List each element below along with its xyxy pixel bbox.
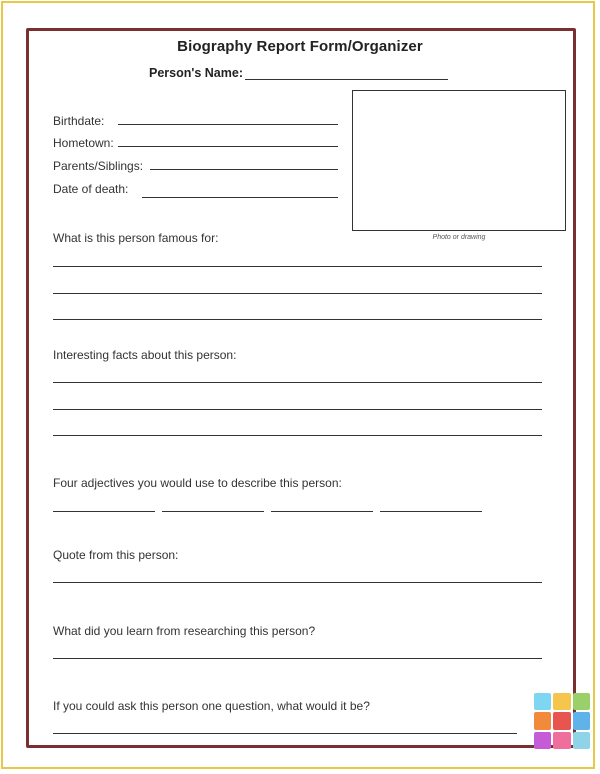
interesting-facts-line-2[interactable] (53, 409, 542, 410)
question-line[interactable] (53, 733, 517, 734)
interesting-facts-label: Interesting facts about this person: (53, 348, 237, 362)
photo-box[interactable] (352, 90, 566, 231)
interesting-facts-line-1[interactable] (53, 382, 542, 383)
hometown-label: Hometown: (53, 136, 114, 150)
famous-for-label: What is this person famous for: (53, 231, 219, 245)
hometown-line[interactable] (118, 146, 338, 147)
birthdate-line[interactable] (118, 124, 338, 125)
birthdate-label: Birthdate: (53, 114, 105, 128)
persons-name-line[interactable] (245, 79, 448, 80)
interesting-facts-line-3[interactable] (53, 435, 542, 436)
adjective-line-4[interactable] (380, 511, 482, 512)
adjective-line-1[interactable] (53, 511, 155, 512)
date-of-death-line[interactable] (142, 197, 338, 198)
famous-for-line-1[interactable] (53, 266, 542, 267)
quote-label: Quote from this person: (53, 548, 179, 562)
logo-tile-7 (534, 732, 551, 749)
parents-siblings-line[interactable] (150, 169, 338, 170)
learned-line[interactable] (53, 658, 542, 659)
logo-tile-2 (553, 693, 570, 710)
logo-tile-9 (573, 732, 590, 749)
learned-label: What did you learn from researching this person? (53, 624, 316, 638)
app-logo-icon (534, 693, 590, 749)
logo-tile-3 (573, 693, 590, 710)
logo-tile-8 (553, 732, 570, 749)
famous-for-line-2[interactable] (53, 293, 542, 294)
persons-name-label: Person's Name: (149, 66, 243, 80)
parents-siblings-label: Parents/Siblings: (53, 159, 144, 173)
famous-for-line-3[interactable] (53, 319, 542, 320)
adjectives-label: Four adjectives you would use to describe this person: (53, 476, 342, 490)
logo-tile-5 (553, 712, 570, 729)
adjective-line-3[interactable] (271, 511, 373, 512)
date-of-death-label: Date of death: (53, 182, 129, 196)
logo-tile-4 (534, 712, 551, 729)
adjective-line-2[interactable] (162, 511, 264, 512)
question-label: If you could ask this person one question, what would it be? (53, 699, 370, 713)
quote-line[interactable] (53, 582, 542, 583)
form-title: Biography Report Form/Organizer (177, 38, 423, 55)
logo-tile-6 (573, 712, 590, 729)
logo-tile-1 (534, 693, 551, 710)
photo-caption: Photo or drawing (432, 234, 486, 241)
